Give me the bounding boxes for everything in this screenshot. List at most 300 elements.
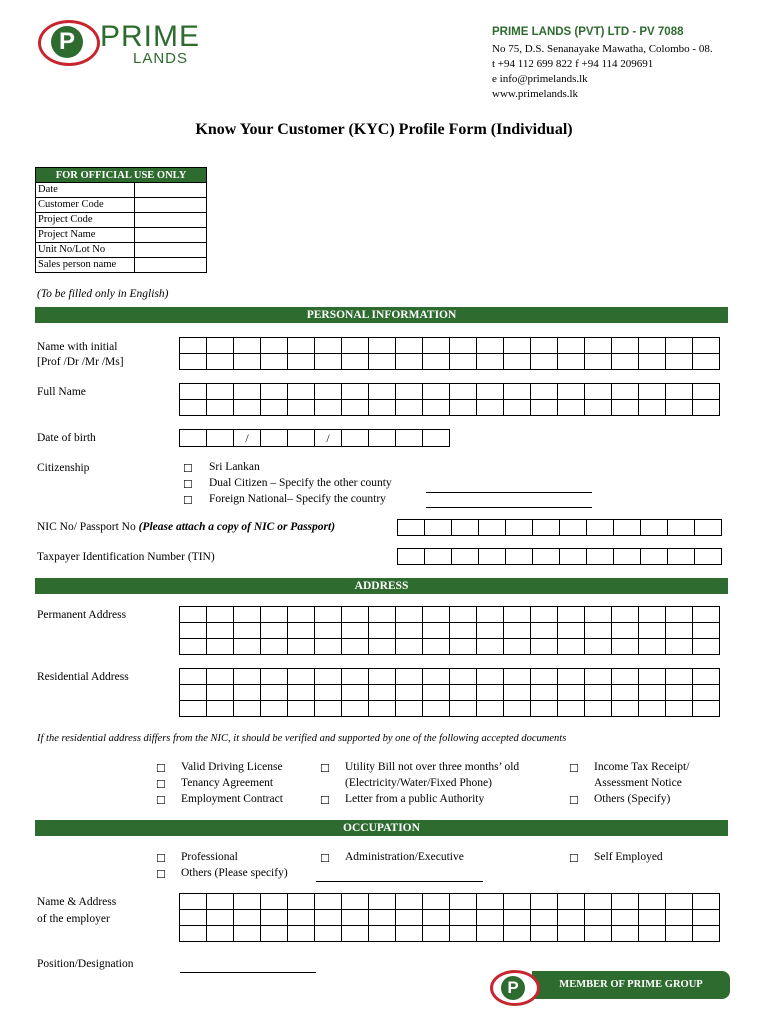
grid-cell[interactable] — [315, 685, 342, 701]
grid-cell[interactable] — [261, 669, 288, 685]
foreign-country-specify-line[interactable] — [426, 507, 592, 508]
occupation-others-specify-line[interactable] — [316, 881, 483, 882]
grid-cell[interactable] — [612, 701, 639, 717]
grid-cell[interactable] — [288, 354, 315, 370]
dob-cell[interactable] — [342, 430, 369, 447]
grid-cell[interactable] — [693, 669, 720, 685]
grid-cell[interactable] — [234, 669, 261, 685]
grid-cell[interactable] — [342, 354, 369, 370]
grid-cell[interactable] — [639, 685, 666, 701]
grid-cell[interactable] — [207, 338, 234, 354]
dob-cell[interactable] — [261, 430, 288, 447]
grid-cell[interactable] — [504, 400, 531, 416]
checkbox-driving-license[interactable]: ☐ — [156, 763, 166, 775]
grid-cell[interactable] — [693, 400, 720, 416]
grid-cell[interactable] — [639, 926, 666, 942]
grid-cell[interactable] — [477, 338, 504, 354]
grid-cell[interactable] — [315, 338, 342, 354]
grid-cell[interactable] — [612, 639, 639, 655]
grid-cell[interactable] — [504, 354, 531, 370]
grid-cell[interactable] — [477, 894, 504, 910]
grid-cell[interactable] — [450, 338, 477, 354]
grid-cell[interactable] — [666, 623, 693, 639]
grid-cell[interactable] — [423, 685, 450, 701]
checkbox-dual-citizen[interactable]: ☐ — [183, 479, 193, 491]
grid-cell[interactable] — [342, 894, 369, 910]
grid-cell[interactable] — [614, 549, 641, 565]
grid-cell[interactable] — [639, 338, 666, 354]
grid-cell[interactable] — [207, 384, 234, 400]
official-row-field[interactable] — [135, 213, 207, 228]
grid-cell[interactable] — [693, 701, 720, 717]
grid-cell[interactable] — [558, 338, 585, 354]
grid-cell[interactable] — [612, 400, 639, 416]
grid-cell[interactable] — [504, 669, 531, 685]
grid-cell[interactable] — [207, 685, 234, 701]
grid-cell[interactable] — [288, 639, 315, 655]
grid-cell[interactable] — [450, 685, 477, 701]
checkbox-tenancy-agreement[interactable]: ☐ — [156, 779, 166, 791]
grid-cell[interactable] — [180, 338, 207, 354]
grid-cell[interactable] — [261, 701, 288, 717]
grid-cell[interactable] — [558, 400, 585, 416]
grid-cell[interactable] — [693, 910, 720, 926]
grid-cell[interactable] — [315, 400, 342, 416]
grid-cell[interactable] — [531, 384, 558, 400]
checkbox-other-documents[interactable]: ☐ — [569, 795, 579, 807]
grid-cell[interactable] — [666, 910, 693, 926]
grid-cell[interactable] — [180, 685, 207, 701]
grid-cell[interactable] — [452, 520, 479, 536]
grid-cell[interactable] — [288, 910, 315, 926]
grid-cell[interactable] — [666, 669, 693, 685]
position-input-line[interactable] — [180, 972, 316, 973]
grid-cell[interactable] — [315, 623, 342, 639]
grid-cell[interactable] — [585, 384, 612, 400]
grid-cell[interactable] — [479, 549, 506, 565]
grid-cell[interactable] — [477, 910, 504, 926]
grid-cell[interactable] — [234, 623, 261, 639]
grid-cell[interactable] — [450, 894, 477, 910]
checkbox-public-authority-letter[interactable]: ☐ — [320, 795, 330, 807]
grid-cell[interactable] — [587, 520, 614, 536]
checkbox-employment-contract[interactable]: ☐ — [156, 795, 166, 807]
grid-cell[interactable] — [288, 894, 315, 910]
grid-cell[interactable] — [234, 701, 261, 717]
grid-cell[interactable] — [288, 607, 315, 623]
grid-cell[interactable] — [666, 607, 693, 623]
grid-cell[interactable] — [639, 354, 666, 370]
name-initial-grid[interactable] — [179, 337, 720, 370]
grid-cell[interactable] — [693, 354, 720, 370]
grid-cell[interactable] — [693, 384, 720, 400]
grid-cell[interactable] — [207, 926, 234, 942]
dob-cell[interactable] — [288, 430, 315, 447]
grid-cell[interactable] — [342, 607, 369, 623]
grid-cell[interactable] — [558, 685, 585, 701]
grid-cell[interactable] — [450, 607, 477, 623]
grid-cell[interactable] — [261, 639, 288, 655]
grid-cell[interactable] — [612, 338, 639, 354]
grid-cell[interactable] — [504, 701, 531, 717]
grid-cell[interactable] — [504, 384, 531, 400]
grid-cell[interactable] — [612, 669, 639, 685]
grid-cell[interactable] — [504, 639, 531, 655]
grid-cell[interactable] — [450, 384, 477, 400]
checkbox-utility-bill[interactable]: ☐ — [320, 763, 330, 775]
grid-cell[interactable] — [396, 894, 423, 910]
grid-cell[interactable] — [693, 607, 720, 623]
grid-cell[interactable] — [423, 910, 450, 926]
grid-cell[interactable] — [585, 639, 612, 655]
dob-grid[interactable] — [179, 429, 450, 447]
grid-cell[interactable] — [533, 520, 560, 536]
grid-cell[interactable] — [558, 607, 585, 623]
dob-cell[interactable] — [180, 430, 207, 447]
grid-cell[interactable] — [639, 623, 666, 639]
grid-cell[interactable] — [477, 669, 504, 685]
grid-cell[interactable] — [693, 338, 720, 354]
grid-cell[interactable] — [585, 623, 612, 639]
grid-cell[interactable] — [207, 607, 234, 623]
grid-cell[interactable] — [506, 520, 533, 536]
grid-cell[interactable] — [396, 639, 423, 655]
grid-cell[interactable] — [315, 926, 342, 942]
grid-cell[interactable] — [612, 384, 639, 400]
full-name-grid[interactable] — [179, 383, 720, 416]
dob-cell[interactable] — [369, 430, 396, 447]
grid-cell[interactable] — [288, 669, 315, 685]
grid-cell[interactable] — [396, 354, 423, 370]
grid-cell[interactable] — [585, 400, 612, 416]
grid-cell[interactable] — [261, 607, 288, 623]
grid-cell[interactable] — [180, 354, 207, 370]
grid-cell[interactable] — [666, 894, 693, 910]
grid-cell[interactable] — [558, 639, 585, 655]
grid-cell[interactable] — [558, 701, 585, 717]
grid-cell[interactable] — [666, 701, 693, 717]
grid-cell[interactable] — [560, 549, 587, 565]
grid-cell[interactable] — [531, 910, 558, 926]
checkbox-sri-lankan[interactable]: ☐ — [183, 463, 193, 475]
grid-cell[interactable] — [504, 623, 531, 639]
grid-cell[interactable] — [207, 639, 234, 655]
grid-cell[interactable] — [450, 669, 477, 685]
grid-cell[interactable] — [288, 384, 315, 400]
grid-cell[interactable] — [531, 685, 558, 701]
grid-cell[interactable] — [558, 669, 585, 685]
grid-cell[interactable] — [342, 669, 369, 685]
grid-cell[interactable] — [180, 384, 207, 400]
grid-cell[interactable] — [425, 549, 452, 565]
grid-cell[interactable] — [612, 894, 639, 910]
dob-cell[interactable] — [207, 430, 234, 447]
grid-cell[interactable] — [506, 549, 533, 565]
grid-cell[interactable] — [396, 338, 423, 354]
grid-cell[interactable] — [342, 623, 369, 639]
checkbox-professional[interactable]: ☐ — [156, 853, 166, 865]
grid-cell[interactable] — [558, 384, 585, 400]
grid-cell[interactable] — [261, 338, 288, 354]
grid-cell[interactable] — [423, 701, 450, 717]
grid-cell[interactable] — [261, 926, 288, 942]
grid-cell[interactable] — [693, 639, 720, 655]
permanent-address-grid[interactable] — [179, 606, 720, 655]
grid-cell[interactable] — [261, 384, 288, 400]
grid-cell[interactable] — [531, 354, 558, 370]
grid-cell[interactable] — [639, 607, 666, 623]
grid-cell[interactable] — [531, 623, 558, 639]
grid-cell[interactable] — [180, 894, 207, 910]
grid-cell[interactable] — [207, 701, 234, 717]
residential-address-grid[interactable] — [179, 668, 720, 717]
grid-cell[interactable] — [369, 400, 396, 416]
grid-cell[interactable] — [612, 623, 639, 639]
grid-cell[interactable] — [531, 639, 558, 655]
grid-cell[interactable] — [641, 520, 668, 536]
grid-cell[interactable] — [639, 910, 666, 926]
grid-cell[interactable] — [614, 520, 641, 536]
grid-cell[interactable] — [423, 894, 450, 910]
grid-cell[interactable] — [369, 910, 396, 926]
grid-cell[interactable] — [504, 926, 531, 942]
grid-cell[interactable] — [180, 607, 207, 623]
grid-cell[interactable] — [396, 910, 423, 926]
grid-cell[interactable] — [425, 520, 452, 536]
grid-cell[interactable] — [369, 607, 396, 623]
official-row-field[interactable] — [135, 243, 207, 258]
grid-cell[interactable] — [288, 701, 315, 717]
checkbox-self-employed[interactable]: ☐ — [569, 853, 579, 865]
grid-cell[interactable] — [639, 894, 666, 910]
grid-cell[interactable] — [234, 338, 261, 354]
grid-cell[interactable] — [369, 894, 396, 910]
grid-cell[interactable] — [668, 520, 695, 536]
grid-cell[interactable] — [479, 520, 506, 536]
grid-cell[interactable] — [504, 607, 531, 623]
grid-cell[interactable] — [587, 549, 614, 565]
grid-cell[interactable] — [666, 400, 693, 416]
grid-cell[interactable] — [666, 384, 693, 400]
grid-cell[interactable] — [452, 549, 479, 565]
grid-cell[interactable] — [369, 639, 396, 655]
grid-cell[interactable] — [396, 926, 423, 942]
grid-cell[interactable] — [558, 623, 585, 639]
grid-cell[interactable] — [693, 894, 720, 910]
grid-cell[interactable] — [369, 354, 396, 370]
grid-cell[interactable] — [477, 685, 504, 701]
grid-cell[interactable] — [288, 685, 315, 701]
grid-cell[interactable] — [234, 384, 261, 400]
grid-cell[interactable] — [477, 400, 504, 416]
grid-cell[interactable] — [423, 926, 450, 942]
grid-cell[interactable] — [207, 400, 234, 416]
grid-cell[interactable] — [666, 685, 693, 701]
grid-cell[interactable] — [450, 400, 477, 416]
grid-cell[interactable] — [585, 685, 612, 701]
grid-cell[interactable] — [666, 639, 693, 655]
grid-cell[interactable] — [207, 354, 234, 370]
grid-cell[interactable] — [234, 639, 261, 655]
grid-cell[interactable] — [450, 926, 477, 942]
grid-cell[interactable] — [315, 910, 342, 926]
official-row-field[interactable] — [135, 198, 207, 213]
grid-cell[interactable] — [641, 549, 668, 565]
grid-cell[interactable] — [261, 894, 288, 910]
grid-cell[interactable] — [666, 354, 693, 370]
grid-cell[interactable] — [396, 701, 423, 717]
grid-cell[interactable] — [207, 669, 234, 685]
official-row-field[interactable] — [135, 228, 207, 243]
grid-cell[interactable] — [315, 639, 342, 655]
grid-cell[interactable] — [180, 400, 207, 416]
grid-cell[interactable] — [585, 354, 612, 370]
official-row-field[interactable] — [135, 183, 207, 198]
grid-cell[interactable] — [234, 400, 261, 416]
grid-cell[interactable] — [450, 701, 477, 717]
grid-cell[interactable] — [668, 549, 695, 565]
grid-cell[interactable] — [695, 520, 722, 536]
grid-cell[interactable] — [342, 384, 369, 400]
grid-cell[interactable] — [207, 623, 234, 639]
grid-cell[interactable] — [612, 685, 639, 701]
grid-cell[interactable] — [396, 669, 423, 685]
grid-cell[interactable] — [396, 607, 423, 623]
grid-cell[interactable] — [261, 354, 288, 370]
grid-cell[interactable] — [369, 384, 396, 400]
grid-cell[interactable] — [504, 910, 531, 926]
grid-cell[interactable] — [585, 894, 612, 910]
grid-cell[interactable] — [585, 338, 612, 354]
grid-cell[interactable] — [234, 607, 261, 623]
grid-cell[interactable] — [315, 384, 342, 400]
grid-cell[interactable] — [207, 894, 234, 910]
grid-cell[interactable] — [477, 607, 504, 623]
grid-cell[interactable] — [369, 623, 396, 639]
grid-cell[interactable] — [315, 607, 342, 623]
grid-cell[interactable] — [477, 639, 504, 655]
grid-cell[interactable] — [560, 520, 587, 536]
grid-cell[interactable] — [369, 926, 396, 942]
grid-cell[interactable] — [585, 926, 612, 942]
grid-cell[interactable] — [234, 354, 261, 370]
grid-cell[interactable] — [558, 926, 585, 942]
grid-cell[interactable] — [450, 623, 477, 639]
grid-cell[interactable] — [342, 338, 369, 354]
grid-cell[interactable] — [531, 607, 558, 623]
grid-cell[interactable] — [531, 701, 558, 717]
tin-grid[interactable] — [397, 548, 722, 565]
grid-cell[interactable] — [477, 701, 504, 717]
grid-cell[interactable] — [261, 623, 288, 639]
grid-cell[interactable] — [639, 639, 666, 655]
grid-cell[interactable] — [180, 669, 207, 685]
grid-cell[interactable] — [585, 607, 612, 623]
checkbox-foreign-national[interactable]: ☐ — [183, 495, 193, 507]
grid-cell[interactable] — [315, 669, 342, 685]
grid-cell[interactable] — [504, 338, 531, 354]
grid-cell[interactable] — [369, 669, 396, 685]
grid-cell[interactable] — [180, 623, 207, 639]
grid-cell[interactable] — [558, 894, 585, 910]
grid-cell[interactable] — [342, 910, 369, 926]
grid-cell[interactable] — [315, 354, 342, 370]
grid-cell[interactable] — [207, 910, 234, 926]
grid-cell[interactable] — [234, 926, 261, 942]
grid-cell[interactable] — [342, 701, 369, 717]
grid-cell[interactable] — [585, 910, 612, 926]
dob-cell[interactable] — [423, 430, 450, 447]
grid-cell[interactable] — [180, 701, 207, 717]
grid-cell[interactable] — [693, 685, 720, 701]
grid-cell[interactable] — [342, 639, 369, 655]
grid-cell[interactable] — [477, 623, 504, 639]
grid-cell[interactable] — [585, 669, 612, 685]
grid-cell[interactable] — [342, 400, 369, 416]
grid-cell[interactable] — [612, 910, 639, 926]
grid-cell[interactable] — [398, 549, 425, 565]
grid-cell[interactable] — [288, 623, 315, 639]
grid-cell[interactable] — [695, 549, 722, 565]
grid-cell[interactable] — [288, 400, 315, 416]
grid-cell[interactable] — [423, 669, 450, 685]
grid-cell[interactable] — [342, 685, 369, 701]
grid-cell[interactable] — [693, 926, 720, 942]
grid-cell[interactable] — [558, 354, 585, 370]
grid-cell[interactable] — [261, 910, 288, 926]
grid-cell[interactable] — [398, 520, 425, 536]
grid-cell[interactable] — [180, 926, 207, 942]
grid-cell[interactable] — [288, 338, 315, 354]
grid-cell[interactable] — [234, 894, 261, 910]
grid-cell[interactable] — [450, 910, 477, 926]
grid-cell[interactable] — [423, 400, 450, 416]
nic-grid[interactable] — [397, 519, 722, 536]
grid-cell[interactable] — [423, 338, 450, 354]
grid-cell[interactable] — [666, 926, 693, 942]
grid-cell[interactable] — [531, 400, 558, 416]
grid-cell[interactable] — [180, 910, 207, 926]
grid-cell[interactable] — [504, 894, 531, 910]
grid-cell[interactable] — [396, 400, 423, 416]
grid-cell[interactable] — [612, 607, 639, 623]
grid-cell[interactable] — [531, 669, 558, 685]
grid-cell[interactable] — [423, 623, 450, 639]
dual-citizen-specify-line[interactable] — [426, 492, 592, 493]
grid-cell[interactable] — [477, 354, 504, 370]
checkbox-others[interactable]: ☐ — [156, 869, 166, 881]
grid-cell[interactable] — [612, 926, 639, 942]
grid-cell[interactable] — [180, 639, 207, 655]
grid-cell[interactable] — [423, 639, 450, 655]
grid-cell[interactable] — [477, 384, 504, 400]
grid-cell[interactable] — [477, 926, 504, 942]
official-row-field[interactable] — [135, 258, 207, 273]
grid-cell[interactable] — [288, 926, 315, 942]
grid-cell[interactable] — [666, 338, 693, 354]
grid-cell[interactable] — [234, 685, 261, 701]
grid-cell[interactable] — [234, 910, 261, 926]
grid-cell[interactable] — [693, 623, 720, 639]
grid-cell[interactable] — [369, 701, 396, 717]
grid-cell[interactable] — [531, 926, 558, 942]
grid-cell[interactable] — [396, 384, 423, 400]
grid-cell[interactable] — [639, 669, 666, 685]
grid-cell[interactable] — [261, 400, 288, 416]
grid-cell[interactable] — [369, 338, 396, 354]
grid-cell[interactable] — [315, 894, 342, 910]
grid-cell[interactable] — [585, 701, 612, 717]
